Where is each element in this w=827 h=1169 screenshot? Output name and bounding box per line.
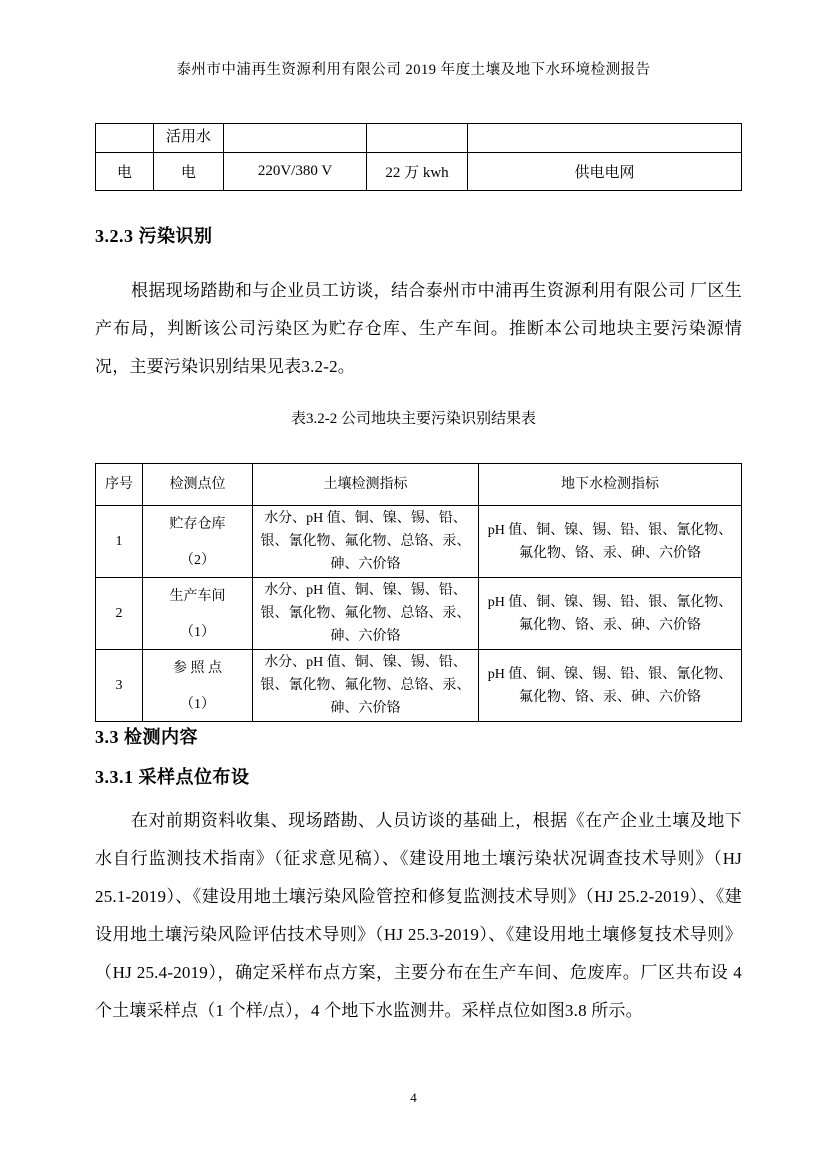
cell-soil-indicators: 水分、pH 值、铜、镍、锡、铅、银、氰化物、氟化物、总铬、汞、砷、六价铬: [253, 650, 479, 722]
point-name: 参 照 点: [173, 660, 222, 676]
cell-soil-indicators: 水分、pH 值、铜、镍、锡、铅、银、氰化物、氟化物、总铬、汞、砷、六价铬: [253, 578, 479, 650]
table-cell: 供电电网: [468, 153, 742, 191]
point-count: （1）: [180, 624, 215, 640]
cell-point: [143, 578, 253, 650]
table-cell: [96, 124, 154, 153]
report-header-title: 泰州市中浦再生资源利用有限公司 2019 年度土壤及地下水环境检测报告: [176, 62, 651, 78]
table-cell: 220V/380 V: [224, 153, 367, 191]
utilities-table-partial-row: [96, 124, 742, 153]
section-heading-3-3: 3.3 检测内容: [95, 727, 198, 747]
point-count: （2）: [180, 552, 215, 568]
cell-seq: 3: [96, 650, 143, 722]
cell-seq: 1: [96, 506, 143, 578]
cell-groundwater-indicators: pH 值、铜、镍、锡、铅、银、氰化物、氟化物、铬、汞、砷、六价铬: [479, 650, 742, 722]
cell-point: [143, 506, 253, 578]
point-name: 生产车间: [169, 588, 226, 604]
section-heading-3-3-1: 3.3.1 采样点位布设: [95, 767, 250, 787]
cell-groundwater-indicators: pH 值、铜、镍、锡、铅、银、氰化物、氟化物、铬、汞、砷、六价铬: [479, 506, 742, 578]
cell-soil-indicators: 水分、pH 值、铜、镍、锡、铅、银、氰化物、氟化物、总铬、汞、砷、六价铬: [253, 506, 479, 578]
table-cell: [468, 124, 742, 153]
table-cell: [367, 124, 468, 153]
pollution-identification-table: [95, 463, 742, 722]
table-row-1: [96, 506, 742, 578]
pollution-table-header-row: [96, 464, 742, 506]
cell-point: [143, 650, 253, 722]
column-header-groundwater: 地下水检测指标: [479, 464, 742, 506]
table-cell: 活用水: [154, 124, 224, 153]
table-row-2: [96, 578, 742, 650]
table-cell: 22 万 kwh: [367, 153, 468, 191]
paragraph-pollution-identification: 根据现场踏勘和与企业员工访谈，结合泰州市中浦再生资源利用有限公司 厂区生产布局，判断该公司污染区为贮存仓库、生产车间。推断本公司地块主要污染源情况，主要污染识别结果见表3.2-2。: [95, 281, 742, 376]
column-header-point: 检测点位: [143, 464, 253, 506]
utilities-table: [95, 123, 742, 191]
table-row-3: [96, 650, 742, 722]
point-count: （1）: [180, 696, 215, 712]
cell-seq: 2: [96, 578, 143, 650]
table-cell: 电: [154, 153, 224, 191]
utilities-table-row-electricity: [96, 153, 742, 191]
point-name: 贮存仓库: [169, 516, 226, 532]
pollution-table-caption: 表3.2-2 公司地块主要污染识别结果表: [291, 411, 536, 427]
column-header-soil: 土壤检测指标: [253, 464, 479, 506]
section-heading-3-2-3: 3.2.3 污染识别: [95, 226, 213, 246]
column-header-seq: 序号: [96, 464, 143, 506]
table-cell: 电: [96, 153, 154, 191]
cell-groundwater-indicators: pH 值、铜、镍、锡、铅、银、氰化物、氟化物、铬、汞、砷、六价铬: [479, 578, 742, 650]
page-number: 4: [410, 1090, 417, 1105]
paragraph-sampling-layout: 在对前期资料收集、现场踏勘、人员访谈的基础上，根据《在产企业土壤及地下水自行监测技术指南》（征求意见稿）、《建设用地土壤污染状况调查技术导则》（HJ 25.1-2019）、《建设用地土壤污染风险管控和修复监测技术导则》（HJ 25.2-2019）、《建设用地土壤污染风险评估技术导则》（HJ 25.3-2019）、《建设用地土壤修复技术导则》（HJ 25.4-2019），确定采样布点方案，主要分布在生产车间、危废库。厂区共布设 4 个土壤采样点（1 个样/点），4 个地下水监测井。采样点位如图3.8 所示。: [95, 811, 742, 1020]
table-cell: [224, 124, 367, 153]
